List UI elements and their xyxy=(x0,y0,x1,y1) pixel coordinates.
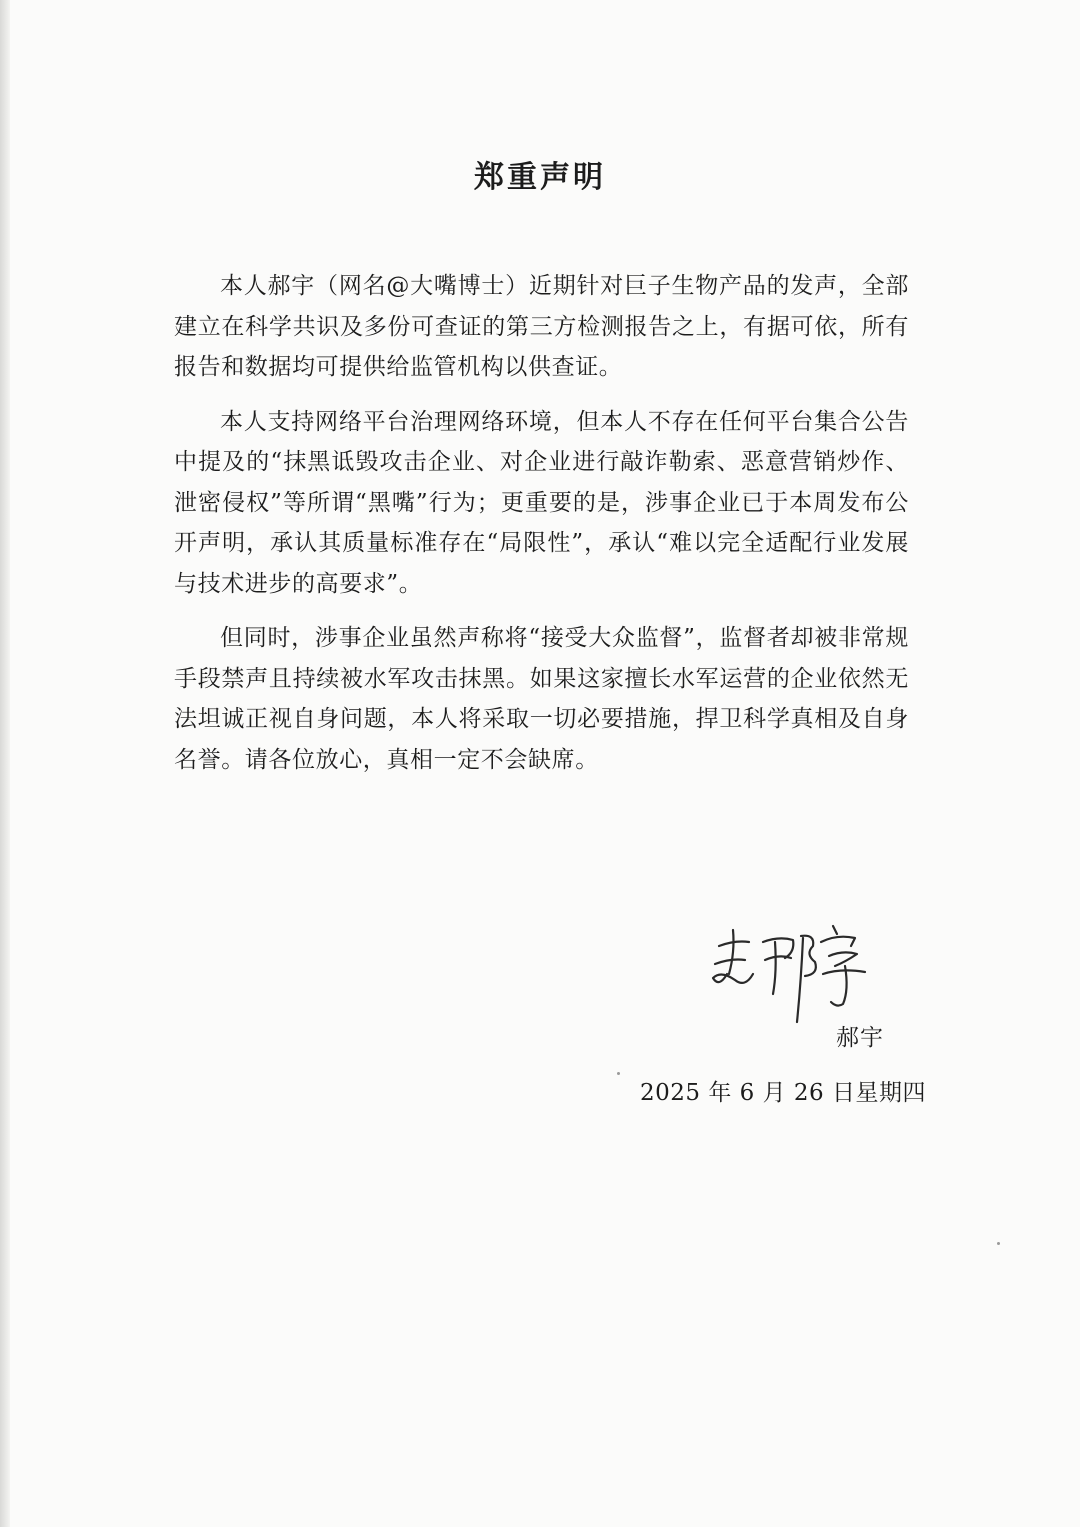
paragraph-1: 本人郝宇（网名@大嘴博士）近期针对巨子生物产品的发声，全部建立在科学共识及多份可查证的第三方检测报告之上，有据可依，所有报告和数据均可提供给监管机构以供查证。 xyxy=(174,273,909,380)
paper-speck xyxy=(997,1242,1000,1245)
document-title: 郑重声明 xyxy=(474,160,606,195)
statement-body xyxy=(174,266,909,794)
paragraph-3: 但同时，涉事企业虽然声称将“接受大众监督”，监督者却被非常规手段禁声且持续被水军攻击抹黑。如果这家擅长水军运营的企业依然无法坦诚正视自身问题，本人将采取一切必要措施，捍卫科学真相及自身名誉。请各位放心，真相一定不会缺席。 xyxy=(174,625,909,773)
statement-date: 2025 年 6 月 26 日星期四 xyxy=(640,1080,926,1106)
signer-name: 郝宇 xyxy=(836,1025,884,1051)
paragraph-2: 本人支持网络平台治理网络环境，但本人不存在任何平台集合公告中提及的“抹黑诋毁攻击企业、对企业进行敲诈勒索、恶意营销炒作、泄密侵权”等所谓“黑嘴”行为；更重要的是，涉事企业已于本周发布公开声明，承认其质量标准存在“局限性”，承认“难以完全适配行业发展与技术进步的高要求”。 xyxy=(174,408,909,597)
paper-speck xyxy=(617,1072,620,1075)
handwritten-signature xyxy=(705,912,875,1032)
page-edge-shadow xyxy=(0,0,10,1527)
